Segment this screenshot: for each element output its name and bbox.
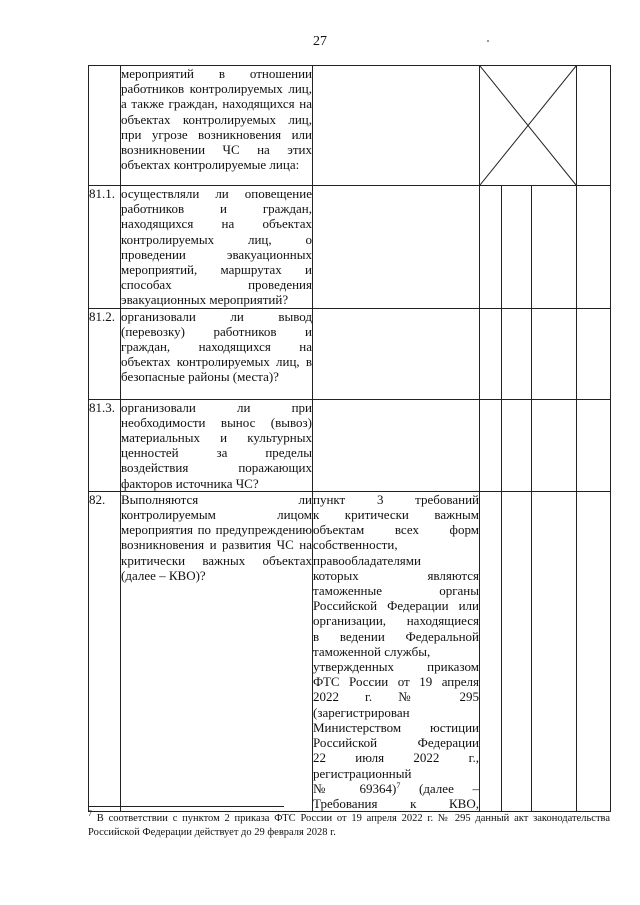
question-cell (121, 66, 313, 186)
reference-cell (313, 66, 480, 186)
footnote-mark: 7 (88, 809, 92, 818)
footnote-mark: 7 (396, 780, 401, 790)
reference-cell (313, 491, 480, 811)
reference-line: ФТС России от 19 апреля (313, 674, 479, 690)
reference-line: 2022 г. № 295 (313, 689, 479, 705)
table-row (89, 399, 611, 491)
answer-no-cell (502, 491, 532, 811)
question-text: организовали ли вывод (перевозку) работников и граждан, находящихся на объектах контролируемых лиц, в безопасные районы (места)? (121, 308, 312, 385)
num-cell (89, 66, 121, 186)
footnote-text: В соответствии с пунктом 2 приказа ФТС России от 19 апреля 2022 г. № 295 данный акт законодательства Российской Федерации действует до 29 февраля 2028 г. (88, 813, 611, 838)
reference-line-with-footnote (313, 781, 479, 796)
answer-yes-cell (480, 399, 502, 491)
reference-line: (зарегистрирован (313, 704, 410, 720)
notes-cell (577, 491, 611, 811)
reference-line: утвержденных приказом (313, 659, 479, 675)
notes-cell (577, 308, 611, 399)
row-number: 81.2. (89, 308, 121, 399)
crossed-answer-cells (480, 66, 577, 186)
table-row (89, 308, 611, 399)
continuation-text: мероприятий в отношении работников контролируемых лиц, а также граждан, находящихся на объектах контролируемых лиц, при угрозе возникновения или возникновении ЧС на этих объектах контролируемые лица: (121, 66, 312, 173)
reference-line: Российской Федерации (313, 735, 479, 751)
answer-na-cell (532, 399, 577, 491)
answer-yes-cell (480, 186, 502, 309)
reference-cell (313, 399, 480, 491)
reference-line-tail: (далее – (418, 780, 480, 796)
page-number: 27 (313, 34, 327, 49)
answer-yes-cell (480, 491, 502, 811)
table-row (89, 186, 611, 309)
reference-line: пункт 3 требований (313, 491, 479, 507)
reference-line: Российской Федерации или (313, 598, 479, 614)
reference-line: правообладателями (313, 552, 421, 568)
question-cell (121, 308, 313, 399)
table-row (89, 491, 611, 811)
notes-cell (577, 66, 611, 186)
answer-na-cell (532, 308, 577, 399)
row-number: 81.3. (89, 399, 121, 491)
reference-line: таможенные органы (313, 583, 479, 599)
answer-na-cell (532, 186, 577, 309)
reference-line: 22 июля 2022 г., (313, 750, 479, 766)
question-text: организовали ли при необходимости вынос (вывоз) материальных и культурных ценностей за пределы воздействия поражающих факторов источника ЧС? (121, 399, 312, 491)
answer-na-cell (532, 491, 577, 811)
answer-no-cell (502, 186, 532, 309)
reference-cell (313, 308, 480, 399)
reference-line: организации, находящиеся (313, 613, 479, 629)
row-number: 81.1. (89, 186, 121, 309)
reference-line: к критически важным (313, 507, 479, 523)
question-text: Выполняются ли контролируемым лицом мероприятия по предупреждению возникновения и развития ЧС на критически важных объектах (далее – КВО)? (121, 491, 312, 583)
registration-number: № 69364) (313, 780, 397, 796)
question-cell (121, 186, 313, 309)
reference-line: Требования к КВО, (313, 795, 479, 811)
notes-cell (577, 186, 611, 309)
reference-line: Министерством юстиции (313, 719, 479, 735)
footnote-separator (88, 806, 284, 807)
scan-speck (487, 40, 489, 42)
question-cell (121, 399, 313, 491)
cross-out-mark (480, 66, 576, 185)
reference-line: объектам всех форм (313, 522, 479, 538)
reference-line: в ведении Федеральной (313, 628, 479, 644)
reference-line: собственности, (313, 537, 398, 553)
question-text: осуществляли ли оповещение работников и граждан, находящихся на объектах контролируемых лиц, о проведении эвакуационных мероприятий, маршрутах и способах проведения эвакуационных мероприятий? (121, 186, 312, 308)
answer-no-cell (502, 399, 532, 491)
table-row (89, 66, 611, 186)
question-cell (121, 491, 313, 811)
checklist-table (88, 65, 611, 812)
reference-line: таможенной службы, (313, 643, 431, 659)
notes-cell (577, 399, 611, 491)
answer-yes-cell (480, 308, 502, 399)
reference-line: которых являются (313, 567, 479, 583)
answer-no-cell (502, 308, 532, 399)
reference-line: регистрационный (313, 765, 412, 781)
reference-cell (313, 186, 480, 309)
footnote (88, 809, 611, 840)
row-number: 82. (89, 491, 121, 811)
